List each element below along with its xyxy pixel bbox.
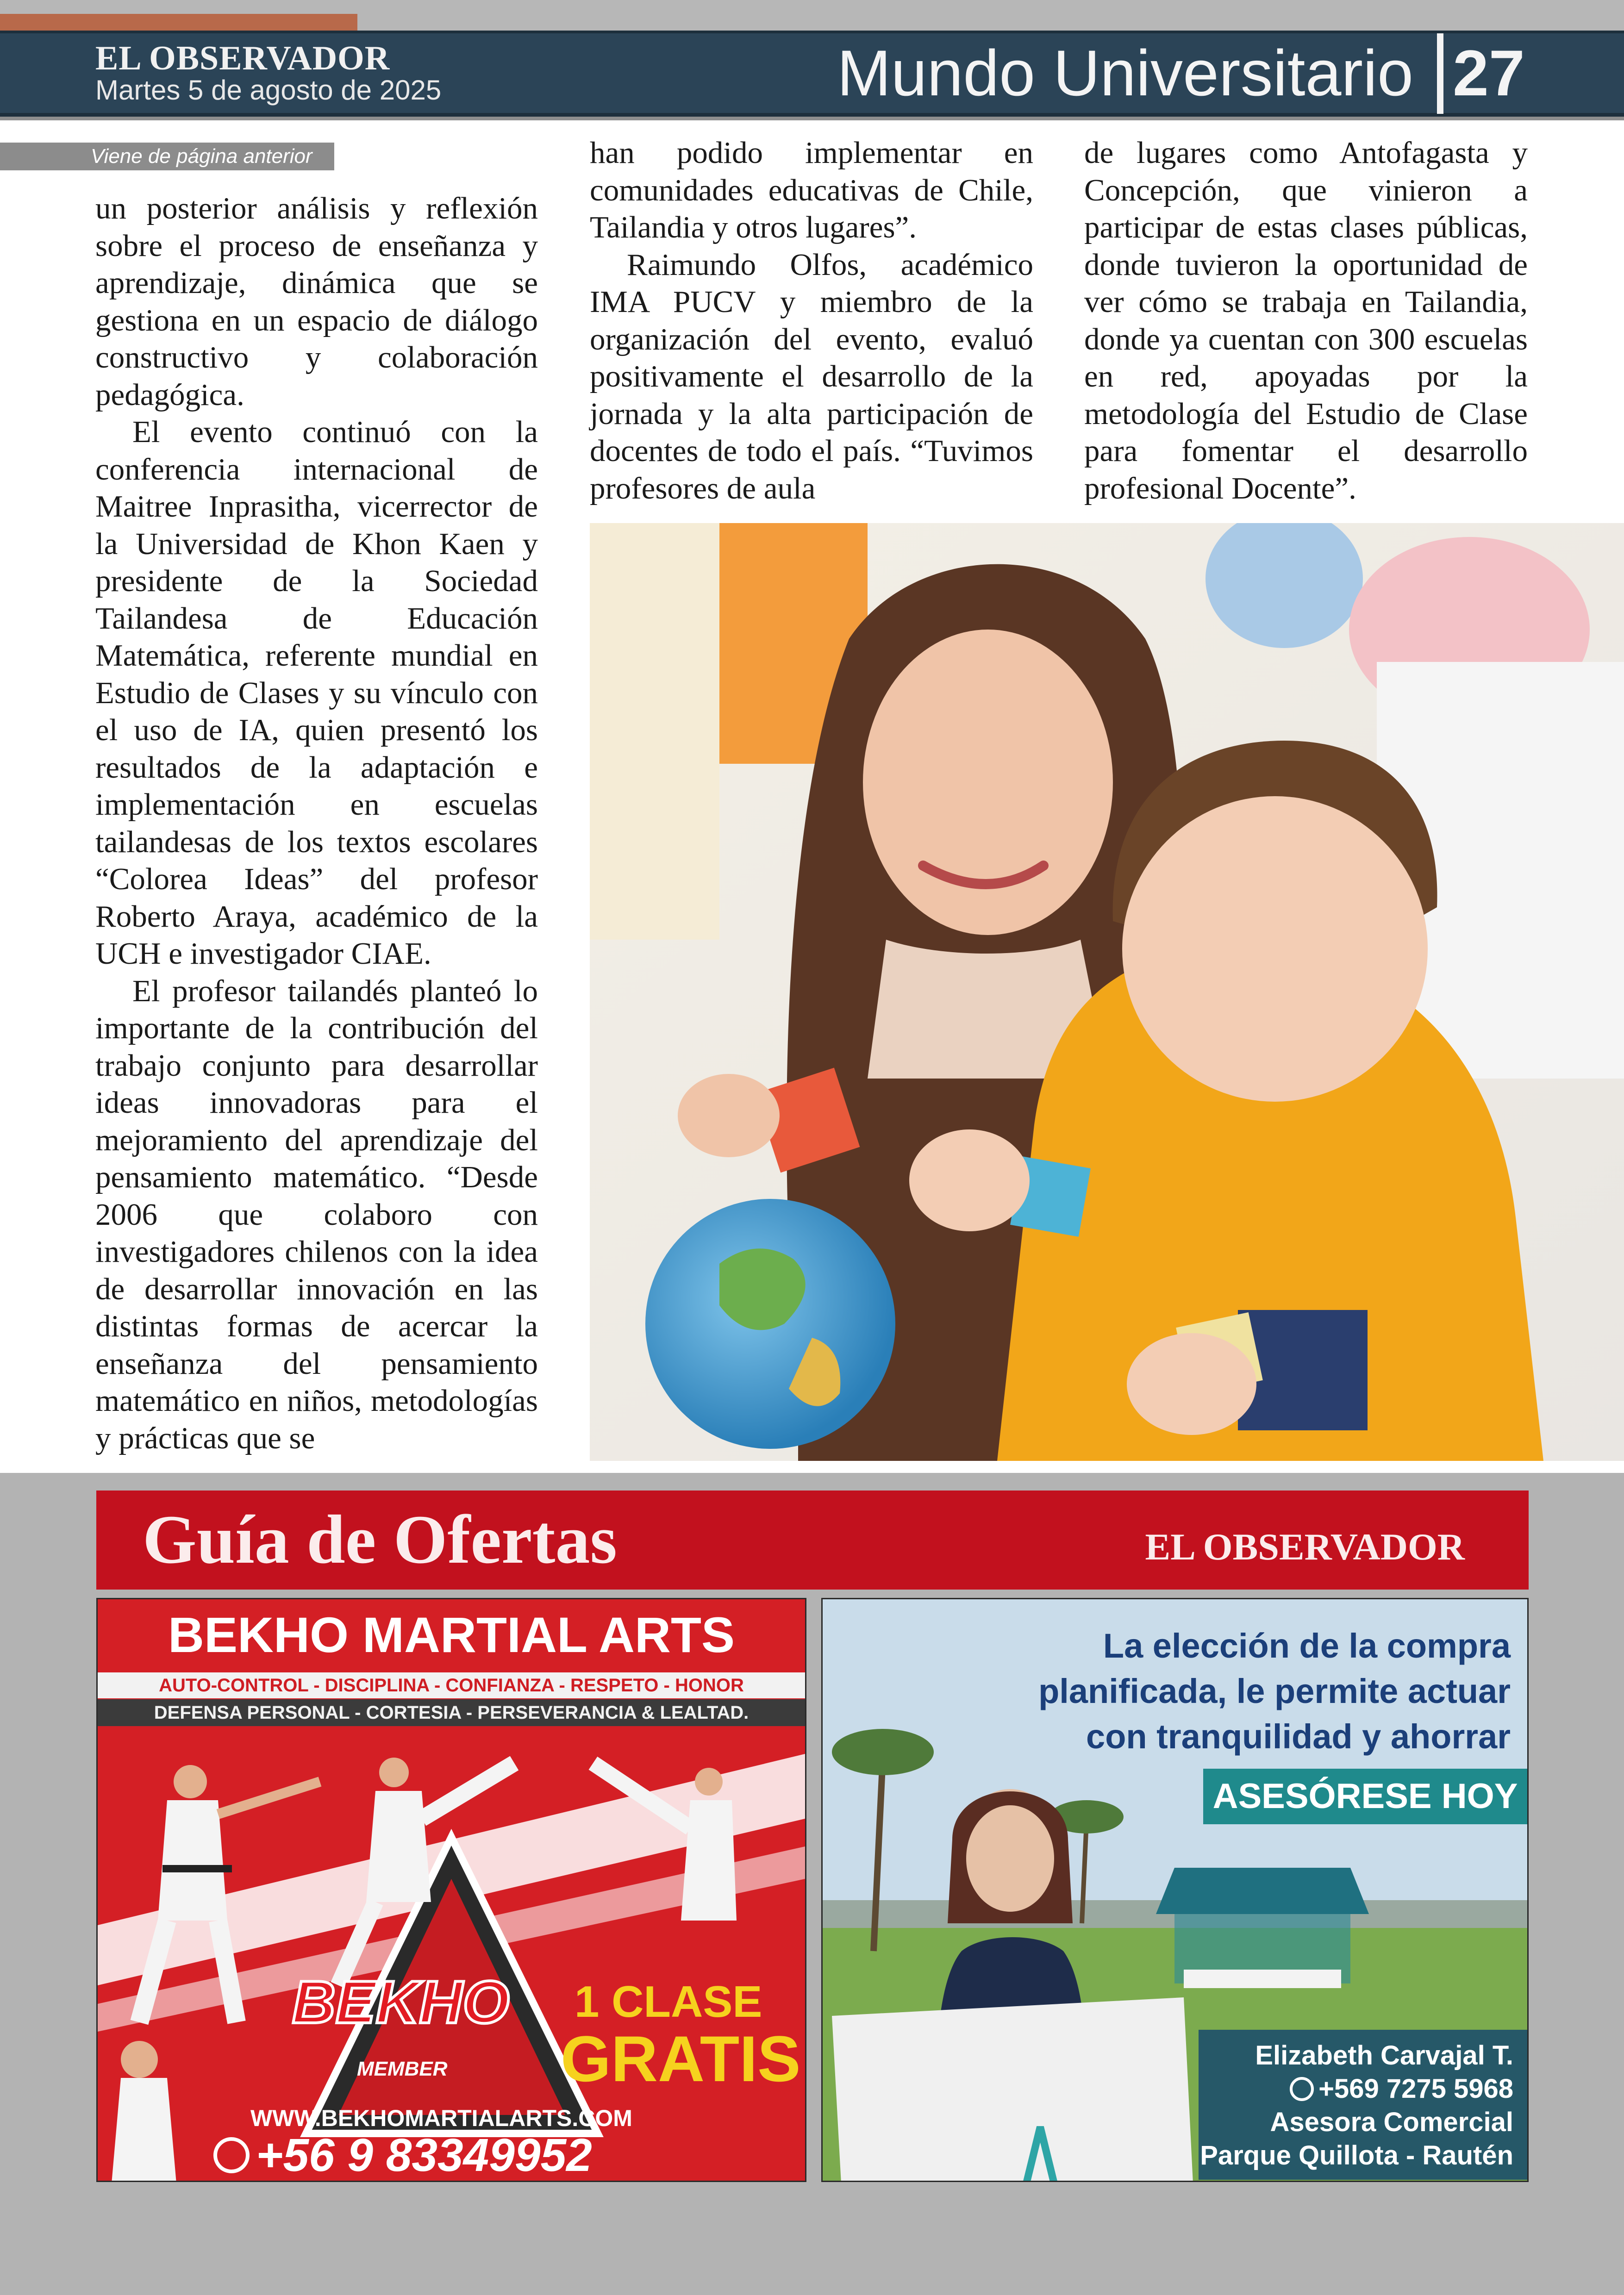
bekho-values-line-1: AUTO-CONTROL - DISCIPLINA - CONFIANZA - RESPETO - HONOR xyxy=(98,1672,805,1698)
bekho-phone-row[interactable] xyxy=(213,2130,592,2181)
paragraph: Raimundo Olfos, académico IMA PUCV y miembro de la organización del evento, evaluó positivamente el desarrollo de la jornada y la alta participación de docentes de todo el país. “Tuvimos profesores de aula xyxy=(590,247,1033,505)
accent-bar xyxy=(0,14,357,32)
bekho-promo-line-1: 1 CLASE xyxy=(575,1977,762,2027)
offers-banner xyxy=(96,1491,1529,1590)
bekho-ad[interactable] xyxy=(96,1598,806,2182)
paragraph: El evento continuó con la conferencia internacional de Maitree Inprasitha, vicerrector de la Universidad de Khon Kaen y presidente de la Sociedad Tailandesa de Educación Matemática, referente mundial en Estudio de Clases y su vínculo con el uso de IA, quien presentó los resultados de la adaptación e implementación en escuelas tailandesas de los textos escolares “Colorea Ideas” del profesor Roberto Araya, académico de la UCH e investigador CIAE. xyxy=(95,415,538,971)
bekho-website[interactable]: WWW.BEKHOMARTIALARTS.COM xyxy=(250,2105,632,2131)
paragraph: un posterior análisis y reflexión sobre el proceso de enseñanza y aprendizaje, dinámica que se gestiona en un espacio de diálogo constructivo y colaboración pedagógica. xyxy=(95,191,538,412)
paragraph: El profesor tailandés planteó lo importante de la contribución del trabajo conjunto para desarrollar ideas innovadoras para el mejoramiento del aprendizaje del pensamiento matemático. “Desde 2006 que colaboro con investigadores chilenos con la idea de desarrollar innovación en las distintas formas de acercar la enseñanza del pensamiento matemático en niños, metodologías y prácticas que se xyxy=(95,973,538,1455)
section-title: Mundo Universitario xyxy=(837,37,1413,109)
whatsapp-icon xyxy=(213,2137,250,2173)
parque-headline-line-3: con tranquilidad y ahorrar xyxy=(1086,1717,1511,1756)
parque-contact-box xyxy=(1199,2030,1527,2180)
paragraph: de lugares como Antofagasta y Concepción, que vinieron a participar de estas clases públicas, donde tuvieron la oportunidad de ver cómo se trabaja en Tailandia, donde ya cuentan con 300 escuelas en red, apoyadas por la metodología del Estudio de Clase para fomentar el desarrollo profesional Docente”. xyxy=(1084,136,1528,505)
article-column-1 xyxy=(95,190,538,1457)
bekho-member-label: MEMBER xyxy=(357,2058,448,2080)
teacher-child-illustration xyxy=(590,523,1624,1461)
masthead: EL OBSERVADOR xyxy=(95,39,390,77)
offers-banner-title: Guía de Ofertas xyxy=(143,1501,617,1578)
bekho-phone: +56 9 83349952 xyxy=(256,2129,592,2181)
parque-quillota-ad[interactable] xyxy=(821,1598,1529,2182)
article-column-2 xyxy=(590,134,1033,507)
header-rule xyxy=(0,117,1624,120)
paragraph: han podido implementar en comunidades educativas de Chile, Tailandia y otros lugares”. xyxy=(590,136,1033,244)
bekho-values-line-2: DEFENSA PERSONAL - CORTESIA - PERSEVERANCIA & LEALTAD. xyxy=(98,1699,805,1726)
article-column-3 xyxy=(1084,134,1528,507)
continued-label: Viene de página anterior xyxy=(0,143,334,170)
parque-cta[interactable]: ASESÓRESE HOY xyxy=(1203,1769,1527,1824)
parque-headline-line-2: planificada, le permite actuar xyxy=(1038,1672,1511,1710)
article-photo xyxy=(590,523,1624,1461)
advisor-phone-row[interactable] xyxy=(1199,2072,1513,2106)
bekho-logo-text: BEKHO xyxy=(292,1968,510,2036)
parque-headline xyxy=(1001,1623,1511,1759)
page-number-divider xyxy=(1437,33,1443,114)
bekho-ad-title: BEKHO MARTIAL ARTS xyxy=(168,1607,735,1663)
advisor-phone: +569 7275 5968 xyxy=(1318,2074,1513,2104)
page-number: 27 xyxy=(1453,37,1525,109)
whatsapp-icon xyxy=(1290,2077,1314,2101)
parque-headline-line-1: La elección de la compra xyxy=(1103,1627,1511,1665)
issue-date: Martes 5 de agosto de 2025 xyxy=(95,75,442,106)
offers-banner-brand: EL OBSERVADOR xyxy=(1145,1526,1465,1568)
bekho-promo-line-2: GRATIS xyxy=(561,2022,801,2095)
advisor-place: Parque Quillota - Rautén xyxy=(1200,2140,1513,2170)
advisor-role: Asesora Comercial xyxy=(1270,2107,1513,2137)
advisor-name: Elizabeth Carvajal T. xyxy=(1255,2040,1513,2070)
